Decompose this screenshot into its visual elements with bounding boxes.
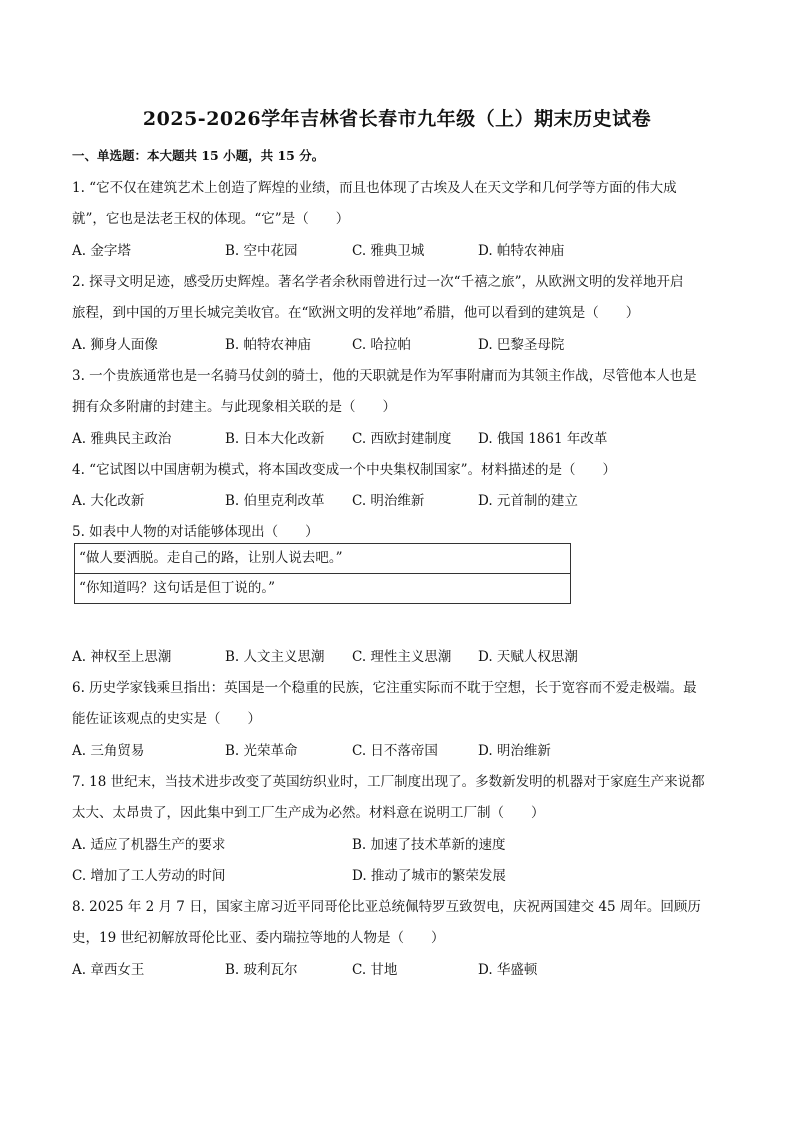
question-3-stem-line-1: 3. 一个贵族通常也是一名骑马仗剑的骑士，他的天职就是作为军事附庸而为其领主作战，尽管他本人也是 [72, 368, 697, 384]
exam-title: 2025-2026学年吉林省长春市九年级（上）期末历史试卷 [142, 108, 652, 130]
question-8-stem-line-1: 8. 2025 年 2 月 7 日，国家主席习近平同哥伦比亚总统佩特罗互致贺电，庆祝两国建交 45 周年。回顾历 [72, 899, 701, 915]
question-7-stem-line-2: 太大、太昂贵了，因此集中到工厂生产成为必然。材料意在说明工厂制（ ） [72, 805, 545, 821]
dialogue-table [74, 543, 571, 604]
question-5-stem-line-1: 5. 如表中人物的对话能够体现出（ ） [72, 524, 319, 540]
question-8-option-c: C. 甘地 [352, 962, 398, 978]
question-4-option-a: A. 大化改新 [72, 493, 145, 509]
question-5-option-c: C. 理性主义思潮 [352, 649, 452, 665]
question-1-option-b: B. 空中花园 [225, 243, 298, 259]
question-6-stem-line-2: 能佐证该观点的史实是（ ） [72, 711, 261, 727]
question-3-option-b: B. 日本大化改新 [225, 431, 325, 447]
question-3-option-d: D. 俄国 1861 年改革 [478, 431, 608, 447]
question-4-stem-line-1: 4. “它试图以中国唐朝为模式，将本国改变成一个中央集权制国家”。材料描述的是（ ） [72, 462, 616, 478]
question-8-option-b: B. 玻利瓦尔 [225, 962, 298, 978]
question-1-stem-line-2: 就”，它也是法老王权的体现。“它”是（ ） [72, 211, 350, 227]
question-8-stem-line-2: 史，19 世纪初解放哥伦比亚、委内瑞拉等地的人物是（ ） [72, 930, 445, 946]
question-5-option-d: D. 天赋人权思潮 [478, 649, 578, 665]
question-6-option-d: D. 明治维新 [478, 743, 551, 759]
question-7-option-d: D. 推动了城市的繁荣发展 [352, 868, 506, 884]
question-3-option-c: C. 西欧封建制度 [352, 431, 452, 447]
question-3-option-a: A. 雅典民主政治 [72, 431, 172, 447]
question-4-option-b: B. 伯里克利改革 [225, 493, 325, 509]
question-1-option-a: A. 金字塔 [72, 243, 131, 259]
question-1-option-c: C. 雅典卫城 [352, 243, 425, 259]
question-7-option-c: C. 增加了工人劳动的时间 [72, 868, 226, 884]
question-4-option-c: C. 明治维新 [352, 493, 425, 509]
question-5-option-b: B. 人文主义思潮 [225, 649, 325, 665]
question-2-option-a: A. 狮身人面像 [72, 337, 158, 353]
section-heading: 一、单选题：本大题共 15 小题，共 15 分。 [72, 148, 325, 163]
question-2-option-d: D. 巴黎圣母院 [478, 337, 565, 353]
question-5-option-a: A. 神权至上思潮 [72, 649, 172, 665]
question-1-stem-line-1: 1. “它不仅在建筑艺术上创造了辉煌的业绩，而且也体现了古埃及人在天文学和几何学等方面的伟大成 [72, 180, 677, 196]
dialogue-row-1: “做人要洒脱。走自己的路，让别人说去吧。” [75, 544, 570, 574]
question-7-option-b: B. 加速了技术革新的速度 [352, 837, 506, 853]
question-6-stem-line-1: 6. 历史学家钱乘旦指出：英国是一个稳重的民族，它注重实际而不耽于空想，长于宽容而不爱走极端。最 [72, 680, 697, 696]
question-4-option-d: D. 元首制的建立 [478, 493, 578, 509]
question-8-option-a: A. 章西女王 [72, 962, 145, 978]
question-7-stem-line-1: 7. 18 世纪末，当技术进步改变了英国纺织业时，工厂制度出现了。多数新发明的机器对于家庭生产来说都 [72, 774, 705, 790]
question-8-option-d: D. 华盛顿 [478, 962, 538, 978]
question-2-stem-line-1: 2. 探寻文明足迹，感受历史辉煌。著名学者余秋雨曾进行过一次“千禧之旅”，从欧洲文明的发祥地开启 [72, 274, 684, 290]
question-6-option-c: C. 日不落帝国 [352, 743, 438, 759]
question-6-option-a: A. 三角贸易 [72, 743, 145, 759]
question-7-option-a: A. 适应了机器生产的要求 [72, 837, 226, 853]
question-1-option-d: D. 帕特农神庙 [478, 243, 565, 259]
question-2-option-b: B. 帕特农神庙 [225, 337, 312, 353]
question-3-stem-line-2: 拥有众多附庸的封建主。与此现象相关联的是（ ） [72, 399, 396, 415]
question-2-option-c: C. 哈拉帕 [352, 337, 411, 353]
question-2-stem-line-2: 旅程，到中国的万里长城完美收官。在“欧洲文明的发祥地”希腊，他可以看到的建筑是（ ） [72, 305, 640, 321]
question-6-option-b: B. 光荣革命 [225, 743, 298, 759]
dialogue-row-2: “你知道吗？这句话是但丁说的。” [79, 580, 276, 596]
